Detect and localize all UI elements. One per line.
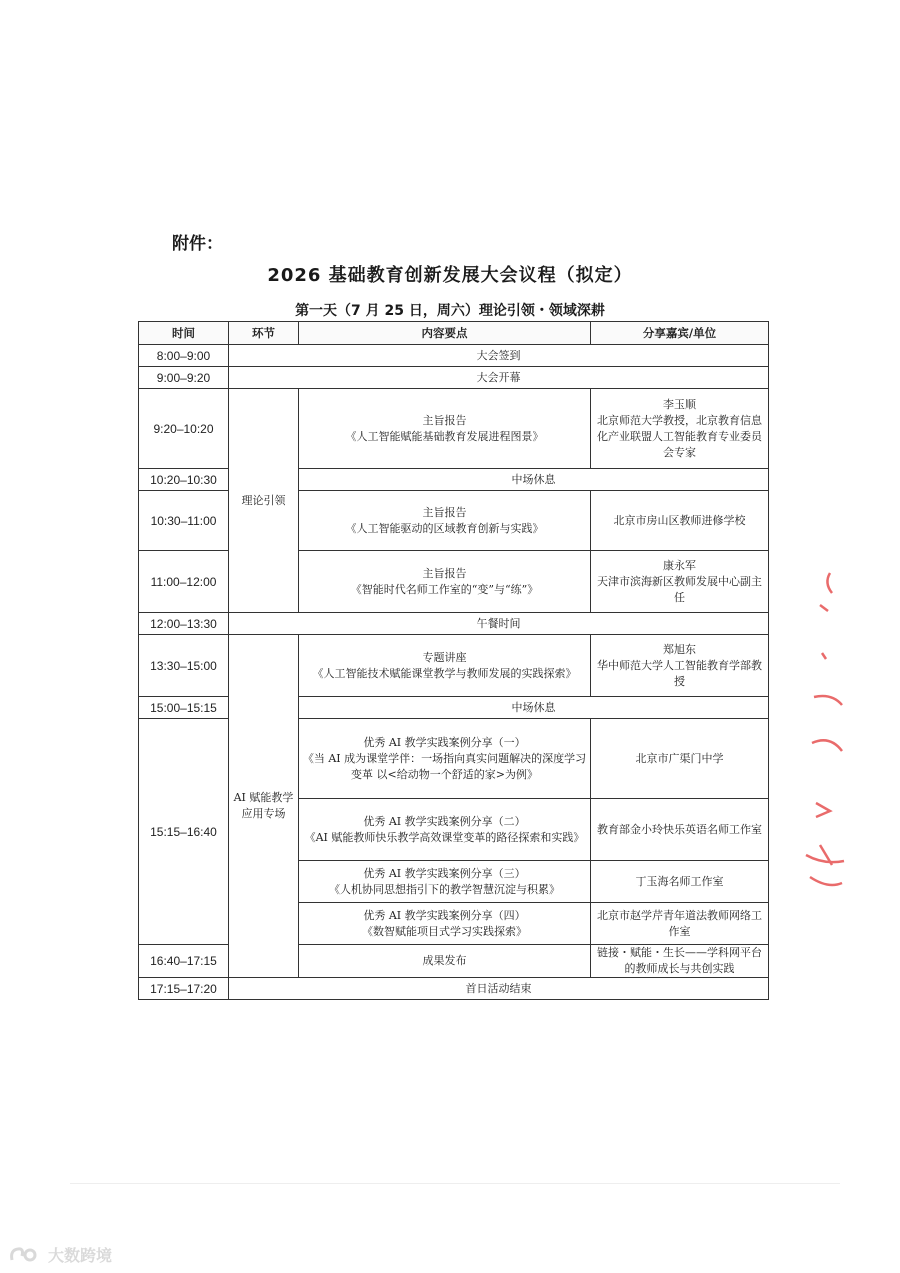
time-cell: 9:00–9:20 <box>139 367 229 389</box>
content-type: 优秀 AI 教学实践案例分享（二） <box>363 814 526 828</box>
table-row <box>139 613 769 635</box>
speaker-cell: 教育部金小玲快乐英语名师工作室 <box>591 799 769 861</box>
content-cell: 中场休息 <box>299 697 769 719</box>
content-cell <box>299 551 591 613</box>
day-title: 第一天（7 月 25 日，周六）理论引领・领域深耕 <box>295 303 605 319</box>
speaker-cell: 北京市赵学芹青年道法教师网络工作室 <box>591 903 769 945</box>
time-cell: 8:00–9:00 <box>139 345 229 367</box>
content-cell <box>299 799 591 861</box>
time-cell: 10:30–11:00 <box>139 491 229 551</box>
content-type: 优秀 AI 教学实践案例分享（三） <box>363 866 526 880</box>
speaker-cell: 北京市房山区教师进修学校 <box>591 491 769 551</box>
content-type: 主旨报告 <box>422 505 467 519</box>
section-cell-theory <box>229 389 299 613</box>
time-cell: 11:00–12:00 <box>139 551 229 613</box>
content-cell <box>299 491 591 551</box>
header-content: 内容要点 <box>299 322 591 345</box>
watermark-text: 大数跨境 <box>48 1246 113 1265</box>
speaker-cell <box>591 389 769 469</box>
footer-divider <box>70 1183 840 1184</box>
document-title: 2026 基础教育创新发展大会议程（拟定） <box>267 265 633 286</box>
table-header-row <box>139 322 769 345</box>
speaker-cell <box>591 551 769 613</box>
table-row <box>139 345 769 367</box>
content-topic: 《人工智能技术赋能课堂教学与教师发展的实践探索》 <box>312 666 577 680</box>
time-cell: 15:00–15:15 <box>139 697 229 719</box>
table-row <box>139 389 769 469</box>
content-cell: 午餐时间 <box>229 613 769 635</box>
agenda-table <box>138 321 769 1000</box>
time-cell: 9:20–10:20 <box>139 389 229 469</box>
section-cell-ai <box>229 635 299 978</box>
content-topic: 《当 AI 成为课堂学伴：一场指向真实问题解决的深度学习变革 以<给动物一个舒适的家>为例》 <box>302 751 587 781</box>
content-topic: 《人工智能赋能基础教育发展进程图景》 <box>345 429 544 443</box>
time-cell: 10:20–10:30 <box>139 469 229 491</box>
content-cell: 中场休息 <box>299 469 769 491</box>
speaker-desc: 天津市滨海新区教师发展中心副主任 <box>597 574 762 604</box>
header-section: 环节 <box>229 322 299 345</box>
content-cell <box>299 903 591 945</box>
speaker-cell <box>591 635 769 697</box>
table-row <box>139 367 769 389</box>
time-cell: 17:15–17:20 <box>139 978 229 1000</box>
content-topic: 《人机协同思想指引下的教学智慧沉淀与积累》 <box>329 882 560 896</box>
header-time: 时间 <box>139 322 229 345</box>
content-type: 专题讲座 <box>422 650 467 664</box>
content-cell: 大会开幕 <box>229 367 769 389</box>
content-topic: 《人工智能驱动的区域教育创新与实践》 <box>345 521 544 535</box>
header-speaker: 分享嘉宾/单位 <box>591 322 769 345</box>
time-cell: 12:00–13:30 <box>139 613 229 635</box>
section-label: AI 赋能教学应用专场 <box>233 791 294 820</box>
time-cell: 15:15–16:40 <box>139 719 229 945</box>
watermark-logo <box>8 1243 112 1266</box>
content-type: 优秀 AI 教学实践案例分享（四） <box>363 908 526 922</box>
content-type: 主旨报告 <box>422 566 467 580</box>
table-row <box>139 978 769 1000</box>
attachment-label: 附件： <box>172 234 223 254</box>
content-cell <box>299 719 591 799</box>
content-cell: 大会签到 <box>229 345 769 367</box>
content-cell <box>299 861 591 903</box>
content-cell: 链接・赋能・生长——学科网平台的教师成长与共创实践 <box>591 945 769 978</box>
content-type: 主旨报告 <box>422 413 467 427</box>
watermark-icon <box>8 1244 44 1266</box>
time-cell: 16:40–17:15 <box>139 945 229 978</box>
content-type: 优秀 AI 教学实践案例分享（一） <box>363 735 526 749</box>
content-topic: 《数智赋能项目式学习实践探索》 <box>362 924 527 938</box>
content-cell <box>299 389 591 469</box>
table-row <box>139 635 769 697</box>
content-topic: 《AI 赋能教师快乐教学高效课堂变革的路径探索和实践》 <box>304 830 585 844</box>
speaker-cell: 丁玉海名师工作室 <box>591 861 769 903</box>
section-label: 理论引领 <box>241 493 286 507</box>
section-cell: 成果发布 <box>299 945 591 978</box>
content-topic: 《智能时代名师工作室的“变”与“练”》 <box>350 582 539 596</box>
content-cell: 首日活动结束 <box>229 978 769 1000</box>
speaker-desc: 北京师范大学教授，北京教育信息化产业联盟人工智能教育专业委员会专家 <box>597 413 762 459</box>
speaker-cell: 北京市广渠门中学 <box>591 719 769 799</box>
speaker-name: 康永军 <box>663 558 696 572</box>
red-seal-fragment <box>802 565 847 905</box>
content-cell <box>299 635 591 697</box>
speaker-desc: 华中师范大学人工智能教育学部教授 <box>597 658 762 688</box>
speaker-name: 李玉顺 <box>663 397 696 411</box>
time-cell: 13:30–15:00 <box>139 635 229 697</box>
speaker-name: 郑旭东 <box>663 642 696 656</box>
